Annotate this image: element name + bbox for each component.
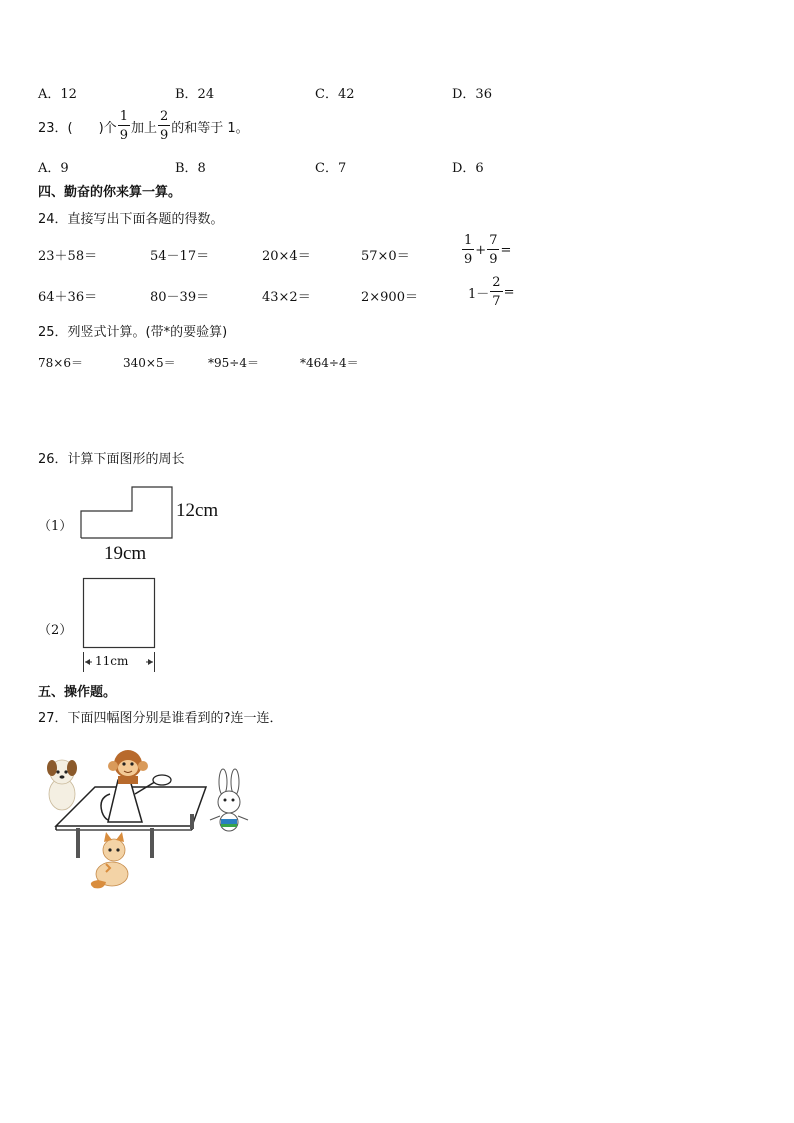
q23-fraction-2 <box>158 110 170 142</box>
q24-title: 24．直接写出下面各题的得数。 <box>38 212 224 227</box>
q22-option-a: A．12 <box>38 87 77 102</box>
q27-illustration <box>40 742 255 892</box>
q24-row2-frac-num: 2 <box>492 275 501 290</box>
q23-option-c: C．7 <box>315 161 347 176</box>
q25-item-3: *95÷4＝ <box>208 356 259 370</box>
q23-option-b: B．8 <box>175 161 206 176</box>
q22-option-b: B．24 <box>175 87 215 102</box>
q24-row2-equals: = <box>503 284 515 300</box>
q24-row1-item-1: 23＋58＝ <box>38 249 98 264</box>
monkey-drawing <box>108 750 148 784</box>
q24-frac-b-num: 7 <box>489 233 498 248</box>
q23-frac1-den: 9 <box>119 128 128 143</box>
q24-row1-fraction-sum <box>461 234 511 266</box>
q25-item-2: 340×5＝ <box>123 356 176 370</box>
q26-fig2-side-label: 11cm <box>95 654 129 668</box>
cat-drawing <box>91 832 128 888</box>
q22-option-d: D．36 <box>452 87 492 102</box>
q24-row2-item-4: 2×900＝ <box>361 290 418 305</box>
q24-frac-b-den: 9 <box>489 252 498 267</box>
q25-item-1: 78×6＝ <box>38 356 83 370</box>
q24-row2-frac <box>490 276 502 308</box>
q24-row1-item-3: 20×4＝ <box>262 249 311 264</box>
q23-middle: 加上 <box>130 120 157 136</box>
q23-frac1-num: 1 <box>119 109 128 124</box>
dog-drawing <box>47 760 77 810</box>
q23-fraction-1 <box>118 110 130 142</box>
q24-row1-item-4: 57×0＝ <box>361 249 410 264</box>
q26-title: 26．计算下面图形的周长 <box>38 452 185 467</box>
q23-suffix: 的和等于 1。 <box>171 120 249 136</box>
rabbit-drawing <box>210 769 248 831</box>
q23-frac2-num: 2 <box>159 109 169 124</box>
q26-fig2-label: （2） <box>38 623 73 638</box>
q27-title: 27．下面四幅图分别是谁看到的?连一连． <box>38 711 283 726</box>
q24-frac-a-num: 1 <box>464 233 473 248</box>
q26-fig2-square <box>82 577 158 649</box>
q24-row1-item-2: 54－17＝ <box>150 249 210 264</box>
q26-fig1-height-label: 12cm <box>176 500 219 521</box>
q24-row2-item-1: 64＋36＝ <box>38 290 98 305</box>
q26-fig1-shape <box>78 484 178 542</box>
q24-frac-a-den: 9 <box>464 252 473 267</box>
q24-row2-fraction-diff <box>468 276 514 308</box>
q26-fig1-label: （1） <box>38 519 73 534</box>
q24-row2-item-3: 43×2＝ <box>262 290 311 305</box>
q24-frac-plus: + <box>475 242 487 258</box>
section-4-heading: 四、勤奋的你来算一算。 <box>38 185 182 200</box>
q23-option-d: D．6 <box>452 161 484 176</box>
q24-row2-item-2: 80－39＝ <box>150 290 210 305</box>
q25-item-4: *464÷4＝ <box>300 356 359 370</box>
q23-frac2-den: 9 <box>159 128 169 143</box>
q24-frac-b <box>487 234 499 266</box>
q26-fig1-width-label: 19cm <box>104 543 147 564</box>
q24-frac-a <box>462 234 474 266</box>
q24-row2-frac-den: 7 <box>492 294 501 309</box>
q25-title: 25．列竖式计算。(带*的要验算) <box>38 325 228 340</box>
q24-row2-lead: 1－ <box>468 286 490 302</box>
q23-question <box>38 110 249 142</box>
section-5-heading: 五、操作题。 <box>38 685 117 700</box>
q23-option-a: A．9 <box>38 161 69 176</box>
q23-prefix: 23．( )个 <box>38 120 117 136</box>
q22-option-c: C．42 <box>315 87 355 102</box>
q24-frac-equals: = <box>500 242 512 258</box>
